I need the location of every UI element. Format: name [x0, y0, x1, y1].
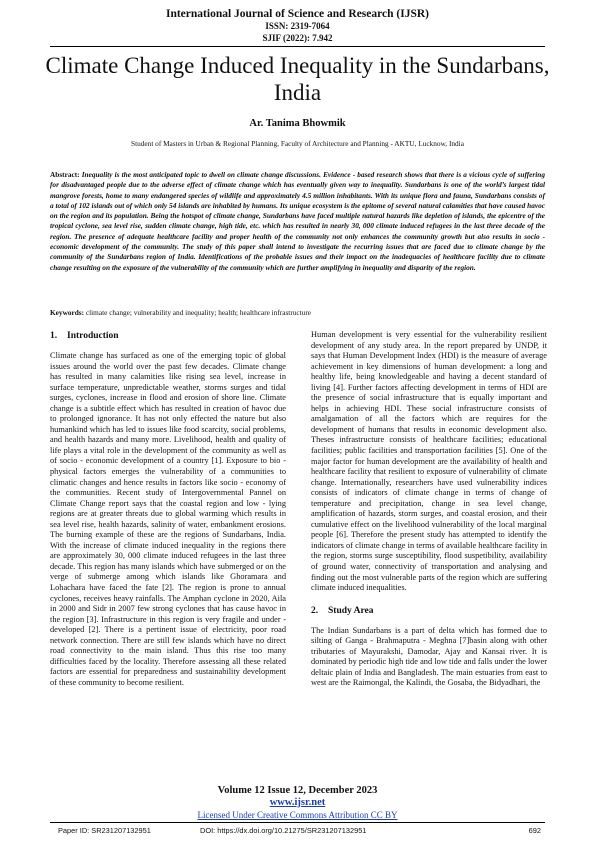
- doi-link[interactable]: DOI: https://dx.doi.org/10.21275/SR231207132951: [200, 826, 367, 835]
- section-number: 2.: [311, 605, 319, 616]
- journal-footer: [0, 785, 595, 821]
- section-title: Study Area: [328, 605, 374, 616]
- page-number: 692: [528, 826, 541, 835]
- section-number: 1.: [50, 331, 58, 341]
- journal-header: [0, 8, 595, 44]
- license-link[interactable]: Licensed Under Creative Commons Attribution CC BY: [197, 810, 398, 820]
- keywords-label: Keywords:: [50, 308, 85, 317]
- journal-website-link[interactable]: www.ijsr.net: [269, 797, 326, 808]
- paper-id: Paper ID: SR231207132951: [58, 826, 151, 835]
- section-heading-introduction: [50, 330, 286, 342]
- journal-name: International Journal of Science and Research (IJSR): [165, 8, 429, 20]
- paper-title: Climate Change Induced Inequality in the Sundarbans, India: [45, 53, 550, 105]
- section-heading-study-area: [311, 605, 547, 617]
- author-affiliation: Student of Masters in Urban & Regional Planning, Faculty of Architecture and Planning - AKTU, Lucknow, India: [131, 139, 464, 148]
- sjif-impact: SJIF (2022): 7.942: [262, 33, 333, 43]
- abstract-text: Inequality is the most anticipated topic to dwell on climate change discussions. Evidence - based research shows that there is a vicious cycle of suffering for disadvantaged people due to the adverse effect of climate change which has eventually given way to inequality. Sundarbans is one of the world’s largest tidal mangrove forests, home to many endangered species of wildlife and approximately 4.5 million inhabitants. With its unique flora and fauna, Sundarbans consists of a total of 102 islands out of which only 54 islands are inhabited by humans. Its unique ecosystem is the epitome of several natural calamities that have caused havoc on the region and its population. Being the hotspot of climate change, Sundarbans have faced multiple natural hazards like depletion of islands, the epicentre of the tropical cyclone, sea level rise, sudden climate change, high tide, etc. which has resulted in nearly 30, 000 climate induced refugees in the last three decade of the region. The presence of adequate healthcare facility and proper health of the community not only enhances the community growth but also results in socio - economic development of the community. The study of this paper shall intend to investigate the recurring issues that are faced due to climate change by the community of the Sundarbans region of India. Identifications of the probable issues and their impact on the inadequacies of healthcare facility due to climate change resulting on the exposure of the vulnerability of the community which are further amplifying in inequality and disparity of the region.: [50, 170, 545, 272]
- issn: ISSN: 2319-7064: [265, 21, 330, 31]
- volume-issue: Volume 12 Issue 12, December 2023: [217, 785, 378, 796]
- author-name: Ar. Tanima Bhowmik: [249, 118, 346, 129]
- keywords-text: climate change; vulnerability and inequality; health; healthcare infrastructure: [85, 308, 311, 317]
- abstract-label: Abstract:: [50, 170, 80, 179]
- footer-divider: [50, 822, 545, 823]
- introduction-paragraph: Climate change has surfaced as one of the emerging topic of global issues around the world over the past few decades. Climate change has resulted in many calamities like rising sea level, increase in surface temperature, unpredictable weather, storms surges and tidal surges, cyclones, increase in flood and erosion of shore line. Climate change is a subtitle effect which has resulted in creation of havoc due to prolonged ignorance. It has not only effected the nature but also humankind which has led to issues like food scarcity, social problems, and health hazards and many more. Livelihood, health and quality of life plays a vital role in the development of the community as well as of socio - economic development of a country [1]. Exposure to bio - physical factors emerges the vulnerability of a communities to climatic changes and hence results in factors like socio - economy of the communities. Recent study of Intergovernmental Pannel on Climate Change report says that the coastal region and low - lying regions are at greater threats due to global warming which results in sea level rise, health hazards, salinity of water, embankment erosions. The burning example of these are the regions of Sundarbans, India. With the increase of climate induced inequality in the regions there are approximately 30, 000 climate induced refugees in the last three decade. This region has many islands which have submerged or on the verge of submerge among which islands like Ghoramara and Lohachara have faced the fate [2]. The region is prone to annual cyclones, receives heavy rainfalls. The Amphan cyclone in 2020, Aila in 2000 and Sidr in 2007 few strong cyclones that has cause havoc in the region [3]. Infrastructure in this region is very fragile and under - developed [2]. There is a pertinent issue of electricity, poor road network connection. There are still few islands which have no direct road connectivity to the main island. Thus this rise too many difficulties faced by the locality. Therefore assessing all these related factors are essential for preparedness and sustainability development of these community to become resilient.: [50, 351, 286, 687]
- section-title: Introduction: [67, 331, 119, 341]
- study-area-paragraph: The Indian Sundarbans is a part of delta which has formed due to silting of Ganga - Brahmaputra - Meghna [7]basin along with other tributaries of Mayurakshi, Damodar, Ajay and Kansai river. It is dominated by periodic high tide and low tide and falls under the lower deltaic plain of India and Bangladesh. The main estuaries from east to west are the Raimongal, the Kalindi, the Gosaba, the Bidyadhari, the: [311, 625, 547, 688]
- introduction-paragraph-continued: Human development is very essential for the vulnerability resilient development of any study area. In the report prepared by UNDP, it says that Human Development Index (HDI) is the measure of average achievement in key dimensions of human development: a long and healthy life, being knowledgeable and having a decent standard of living [4]. Further factors affecting development in terms of HDI are the presence of social infrastructure that is equally important and helps in achieving HDI. These social infrastructure consists of amalgamation of all the factors which are requires for the development of humans that results in economic development also. Theses infrastructure consists of healthcare facilities; educational facilities; public facilities and transportation facilities [5]. One of the major factor for human development are the availability of health and healthcare facility that resilient to exposure of vulnerability of climate change. Internationally, researchers have used vulnerability indices consists of indicators of climate change in terms of change of temperature and precipitation, change in sea level change, amplification of hazards, storm surges, and coastal erosion, and their cumulative effect on the livelihood vulnerability of the local marginal people [6]. Therefore the present study has attempted to identify the indicators of climate change in terms of available healthcare facility in the region, storms surge susceptibility, flood suspetibility, availability of ground water, connectivity of transportation and analysing and finding out the most vulnerable parts of the region which are suffering climate induced inequalities.: [311, 330, 547, 593]
- header-divider: [50, 46, 545, 47]
- right-column: [311, 330, 547, 689]
- abstract: [50, 170, 545, 273]
- left-column: [50, 330, 286, 689]
- keywords: [50, 308, 545, 318]
